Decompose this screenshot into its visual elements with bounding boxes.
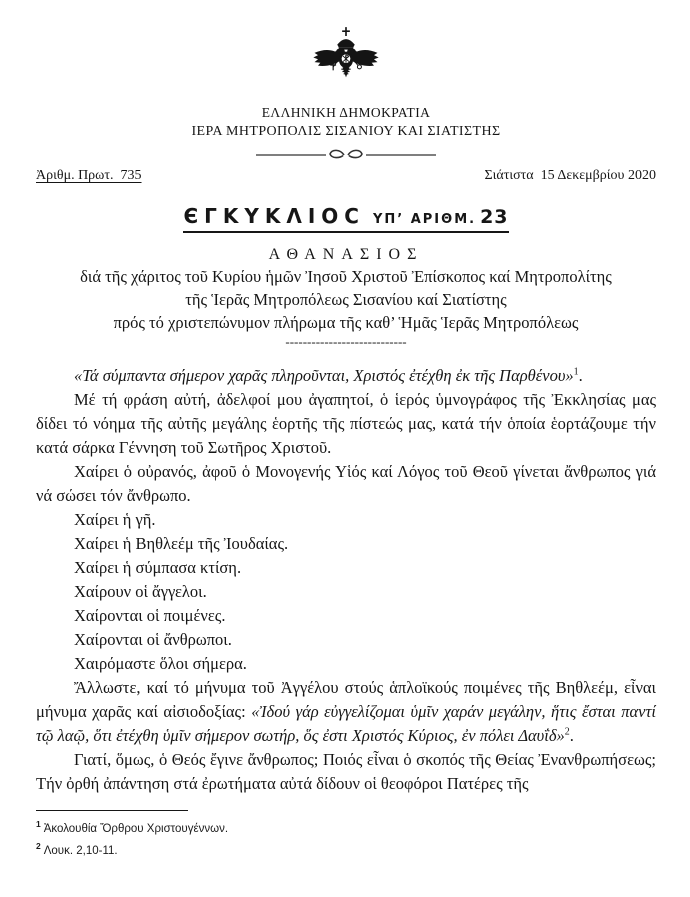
text-run: Χαίρει ἡ Βηθλεέμ τῆς Ἰουδαίας. (74, 534, 289, 553)
footnote-separator (36, 810, 188, 811)
body-paragraph (36, 460, 656, 508)
text-run: Χαιρόμαστε ὅλοι σήμερα. (74, 654, 247, 673)
text-run: Χαίρει ὁ οὐρανός, ἀφοῦ ὁ Μονογενής Υἱός καί Λόγος τοῦ Θεοῦ γίνεται ἄνθρωπος γιά νά σώσει τόν ἄνθρωπο. (36, 462, 656, 505)
text-run: Ἄλλωστε, καί τό μήνυμα τοῦ Ἀγγέλου στούς ἁπλοϊκούς ποιμένες τῆς Βηθλεέμ, εἶναι μήνυμα χαρᾶς καί αἰσιοδοξίας: (36, 678, 656, 721)
encyclical-title (183, 204, 508, 233)
title-main: ЄΓΚΥΚΛΙΟϹ (183, 204, 365, 228)
metropolis-name: ΙΕΡΑ ΜΗΤΡΟΠΟΛΙΣ ΣΙΣΑΝΙΟΥ ΚΑΙ ΣΙΑΤΙΣΤΗΣ (191, 124, 501, 139)
footnote-marker: 1 (36, 819, 41, 829)
title-sub: ΥΠ’ ΑΡΙΘΜ. (372, 212, 477, 227)
text-run: Χαίρουν οἱ ἄγγελοι. (74, 582, 207, 601)
footnotes-block (36, 810, 456, 860)
body-paragraph (36, 388, 656, 460)
footnote (36, 838, 456, 860)
meta-row (36, 168, 656, 184)
footnote (36, 816, 456, 838)
salutation-line: διά τῆς χάριτος τοῦ Κυρίου ἡμῶν Ἰησοῦ Χριστοῦ Ἐπίσκοπος καί Μητροπολίτης (80, 267, 612, 286)
footnote-list (36, 816, 456, 860)
salutation-block (36, 245, 656, 348)
footnote-text: Ἀκολουθία Ὄρθρου Χριστουγέννων. (43, 822, 229, 835)
title-row (36, 204, 656, 233)
title-number: 23 (480, 206, 509, 228)
text-run: Χαίρει ἡ γῆ. (74, 510, 156, 529)
text-run: Χαίρει ἡ σύμπασα κτίση. (74, 558, 242, 577)
text-run: . (569, 726, 574, 745)
state-name: ΕΛΛΗΝΙΚΗ ΔΗΜΟΚΡΑΤΙΑ (261, 105, 431, 120)
body-paragraph (36, 532, 656, 556)
place-and-date: Σιάτιστα 15 Δεκεμβρίου 2020 (484, 168, 656, 183)
text-run: «Ἰδού γάρ εὐγγελίζομαι ὑμῖν χαράν μεγάλην, ἥτις ἔσται παντί τῷ λαῷ, ὅτι ἐτέχθη ὑμῖν σήμερον σωτήρ, ὅς ἐστι Χριστός Κύριος, ἐν πόλει Δαυΐδ» (36, 702, 656, 745)
body-paragraph (36, 364, 656, 388)
ornament-divider-icon (256, 148, 436, 162)
text-run: Μέ τή φράση αὐτή, ἀδελφοί μου ἀγαπητοί, ὁ ἱερός ὑμνογράφος τῆς Ἐκκλησίας μας δίδει τό νόημα τῆς αὐτῆς μεγάλης ἑορτῆς τῆς πίστεώς μας, κατά τήν ὁποία ἑορτάζουμε τήν κατά σάρκα Γέννηση τοῦ Σωτῆρος Χριστοῦ. (36, 390, 656, 457)
bishop-name: ΑΘΑΝΑΣΙΟΣ (268, 246, 424, 263)
footnote-marker: 2 (36, 840, 41, 851)
salutation-line: πρός τό χριστεπώνυμον πλήρωμα τῆς καθ’ Ἡμᾶς Ἱερᾶς Μητροπόλεως (113, 313, 579, 332)
body-paragraph (36, 556, 656, 580)
protocol-number: Ἀριθμ. Πρωτ. 735 (36, 168, 142, 183)
body-paragraph (36, 676, 656, 748)
text-run: Χαίρονται οἱ ἄνθρωποι. (74, 630, 232, 649)
footnote-text: Λουκ. 2,10-11. (43, 844, 118, 857)
footnote-reference: 2 (564, 726, 570, 738)
body-text (36, 364, 656, 796)
body-paragraph (36, 604, 656, 628)
body-paragraph (36, 580, 656, 604)
text-run: . (578, 366, 583, 385)
body-paragraph (36, 628, 656, 652)
body-paragraph (36, 508, 656, 532)
salutation-lines (36, 265, 656, 334)
text-run: «Τά σύμπαντα σήμερον χαρᾶς πληροῦνται, Χριστός ἐτέχθη ἐκ τῆς Παρθένου» (74, 366, 574, 385)
byzantine-double-headed-eagle-icon (310, 26, 382, 96)
dash-divider: ---------------------------- (285, 334, 407, 349)
text-run: Γιατί, ὅμως, ὁ Θεός ἔγινε ἄνθρωπος; Ποιός εἶναι ὁ σκοπός τῆς Θείας Ἐνανθρωπήσεως; Τήν ὀρθή ἀπάντηση στά ἐρωτήματα αὐτά δίδουν οἱ θεοφόροι Πατέρες τῆς (36, 750, 656, 793)
salutation-line: τῆς Ἱερᾶς Μητροπόλεως Σισανίου καί Σιατίστης (185, 290, 507, 309)
letterhead (36, 26, 656, 162)
body-paragraph (36, 748, 656, 796)
text-run: Χαίρονται οἱ ποιμένες. (74, 606, 226, 625)
footnote-reference: 1 (573, 366, 579, 378)
body-paragraph (36, 652, 656, 676)
